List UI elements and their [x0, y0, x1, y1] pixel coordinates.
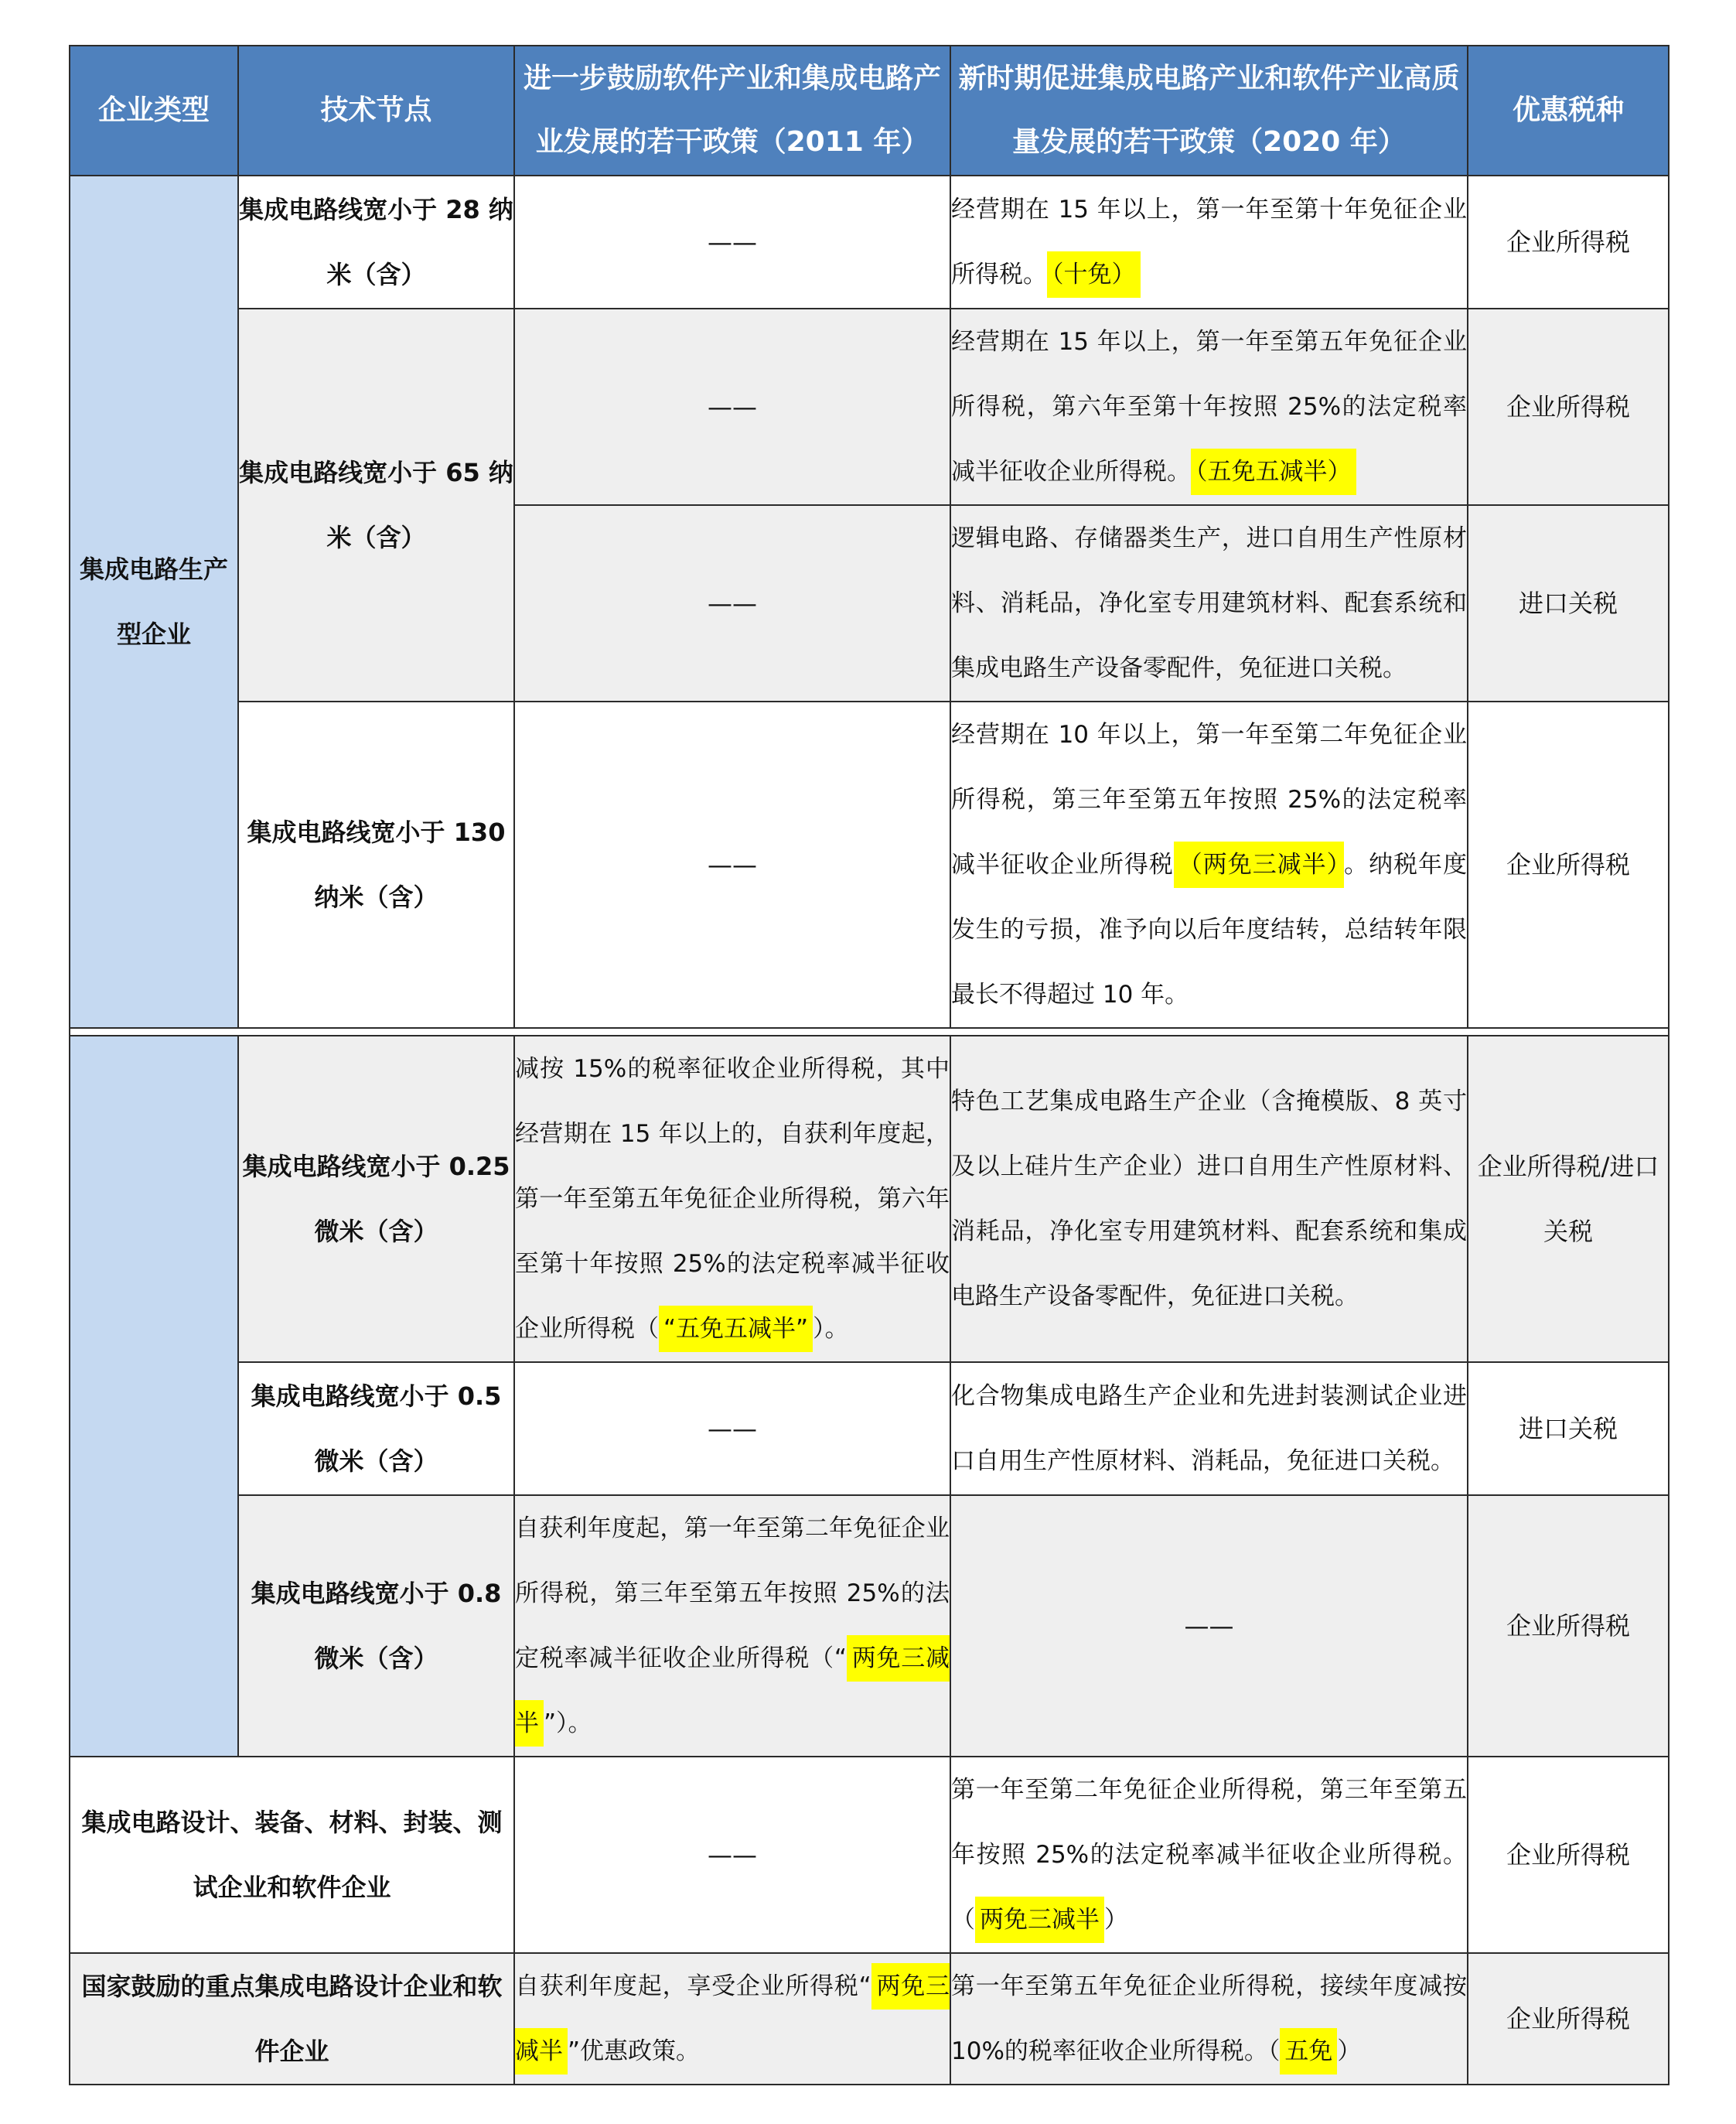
tax-type-cell: 进口关税	[1468, 1362, 1669, 1495]
table-row	[70, 1953, 1669, 2085]
policy-2020-cell: ——	[950, 1495, 1468, 1757]
tech-node-cell: 集成电路线宽小于 0.5 微米（含）	[238, 1362, 514, 1495]
policy-2011-cell: ——	[514, 702, 950, 1028]
header-tech-node: 技术节点	[238, 46, 514, 176]
enterprise-type-cell: 国家鼓励的重点集成电路设计企业和软件企业	[70, 1953, 514, 2085]
tax-type-cell: 企业所得税	[1468, 1757, 1669, 1953]
policy-2011-cell: ——	[514, 309, 950, 505]
enterprise-type-cell: 集成电路设计、装备、材料、封装、测试企业和软件企业	[70, 1757, 514, 1953]
policy-2020-cell: 化合物集成电路生产企业和先进封装测试企业进口自用生产性原材料、消耗品，免征进口关税。	[950, 1362, 1468, 1495]
highlight: 两免三减半	[975, 1897, 1104, 1943]
tax-type-cell: 进口关税	[1468, 505, 1669, 702]
policy-2020-cell: 经营期在 15 年以上，第一年至第五年免征企业所得税，第六年至第十年按照 25%的法定税率减半征收企业所得税。 （五免五减半）	[950, 309, 1468, 505]
policy-2020-cell: 第一年至第二年免征企业所得税，第三年至第五年按照 25%的法定税率减半征收企业所得税。（ 两免三减半 ）	[950, 1757, 1468, 1953]
policy-2011-cell: ——	[514, 1757, 950, 1953]
policy-2011-cell: ——	[514, 176, 950, 309]
highlight: “五免五减半”	[659, 1306, 813, 1352]
tax-type-cell: 企业所得税	[1468, 309, 1669, 505]
table-gap	[70, 1028, 1669, 1036]
highlight: 五免	[1280, 2028, 1337, 2074]
policy-table	[69, 45, 1669, 2085]
table-row	[70, 1036, 1669, 1362]
header-tax-type: 优惠税种	[1468, 46, 1669, 176]
table-row	[70, 176, 1669, 309]
policy-2011-cell: 减按 15%的税率征收企业所得税，其中经营期在 15 年以上的，自获利年度起，第一年至第五年免征企业所得税，第六年至第十年按照 25%的法定税率减半征收企业所得税（ “五免五减半” ）。	[514, 1036, 950, 1362]
highlight: （五免五减半）	[1191, 449, 1356, 495]
table-row	[70, 1362, 1669, 1495]
header-enterprise-type: 企业类型	[70, 46, 238, 176]
policy-2011-cell: ——	[514, 1362, 950, 1495]
policy-2020-cell: 第一年至第五年免征企业所得税，接续年度减按 10%的税率征收企业所得税。（ 五免 ）	[950, 1953, 1468, 2085]
header-row	[70, 46, 1669, 176]
table-row	[70, 702, 1669, 1028]
tax-type-cell: 企业所得税/进口关税	[1468, 1036, 1669, 1362]
table-row	[70, 309, 1669, 505]
policy-2020-cell: 逻辑电路、存储器类生产，进口自用生产性原材料、消耗品，净化室专用建筑材料、配套系统和集成电路生产设备零配件，免征进口关税。	[950, 505, 1468, 702]
policy-2011-cell: 自获利年度起，享受企业所得税“ 两免三减半 ”优惠政策。	[514, 1953, 950, 2085]
tech-node-cell: 集成电路线宽小于 0.8 微米（含）	[238, 1495, 514, 1757]
policy-2011-cell: ——	[514, 505, 950, 702]
tech-node-cell: 集成电路线宽小于 130 纳米（含）	[238, 702, 514, 1028]
tax-type-cell: 企业所得税	[1468, 1495, 1669, 1757]
highlight: （两免三减半）	[1174, 842, 1344, 888]
highlight: 两免三减半	[515, 1635, 950, 1747]
highlight: （十免）	[1047, 251, 1141, 298]
tech-node-cell: 集成电路线宽小于 0.25 微米（含）	[238, 1036, 514, 1362]
tax-type-cell: 企业所得税	[1468, 1953, 1669, 2085]
header-policy-2011: 进一步鼓励软件产业和集成电路产业发展的若干政策（2011 年）	[514, 46, 950, 176]
table-row	[70, 1495, 1669, 1757]
policy-2011-cell: 自获利年度起，第一年至第二年免征企业所得税，第三年至第五年按照 25%的法定税率减半征收企业所得税（“ 两免三减半 ”）。	[514, 1495, 950, 1757]
highlight: 两免三减半	[515, 1963, 950, 2074]
policy-2020-cell: 经营期在 15 年以上，第一年至第十年免征企业所得税。 （十免）	[950, 176, 1468, 309]
policy-2020-cell: 经营期在 10 年以上，第一年至第二年免征企业所得税，第三年至第五年按照 25%的法定税率减半征收企业所得税 （两免三减半） 。纳税年度发生的亏损，准予向以后年度结转，总结转年限最长不得超过 10 年。	[950, 702, 1468, 1028]
policy-2020-cell: 特色工艺集成电路生产企业（含掩模版、8 英寸及以上硅片生产企业）进口自用生产性原材料、消耗品，净化室专用建筑材料、配套系统和集成电路生产设备零配件，免征进口关税。	[950, 1036, 1468, 1362]
tax-type-cell: 企业所得税	[1468, 176, 1669, 309]
enterprise-type-cell	[70, 1036, 238, 1757]
tech-node-cell: 集成电路线宽小于 65 纳米（含）	[238, 309, 514, 702]
header-policy-2020: 新时期促进集成电路产业和软件产业高质量发展的若干政策（2020 年）	[950, 46, 1468, 176]
enterprise-type-cell: 集成电路生产型企业	[70, 176, 238, 1028]
tech-node-cell: 集成电路线宽小于 28 纳米（含）	[238, 176, 514, 309]
tax-type-cell: 企业所得税	[1468, 702, 1669, 1028]
table-row	[70, 1757, 1669, 1953]
